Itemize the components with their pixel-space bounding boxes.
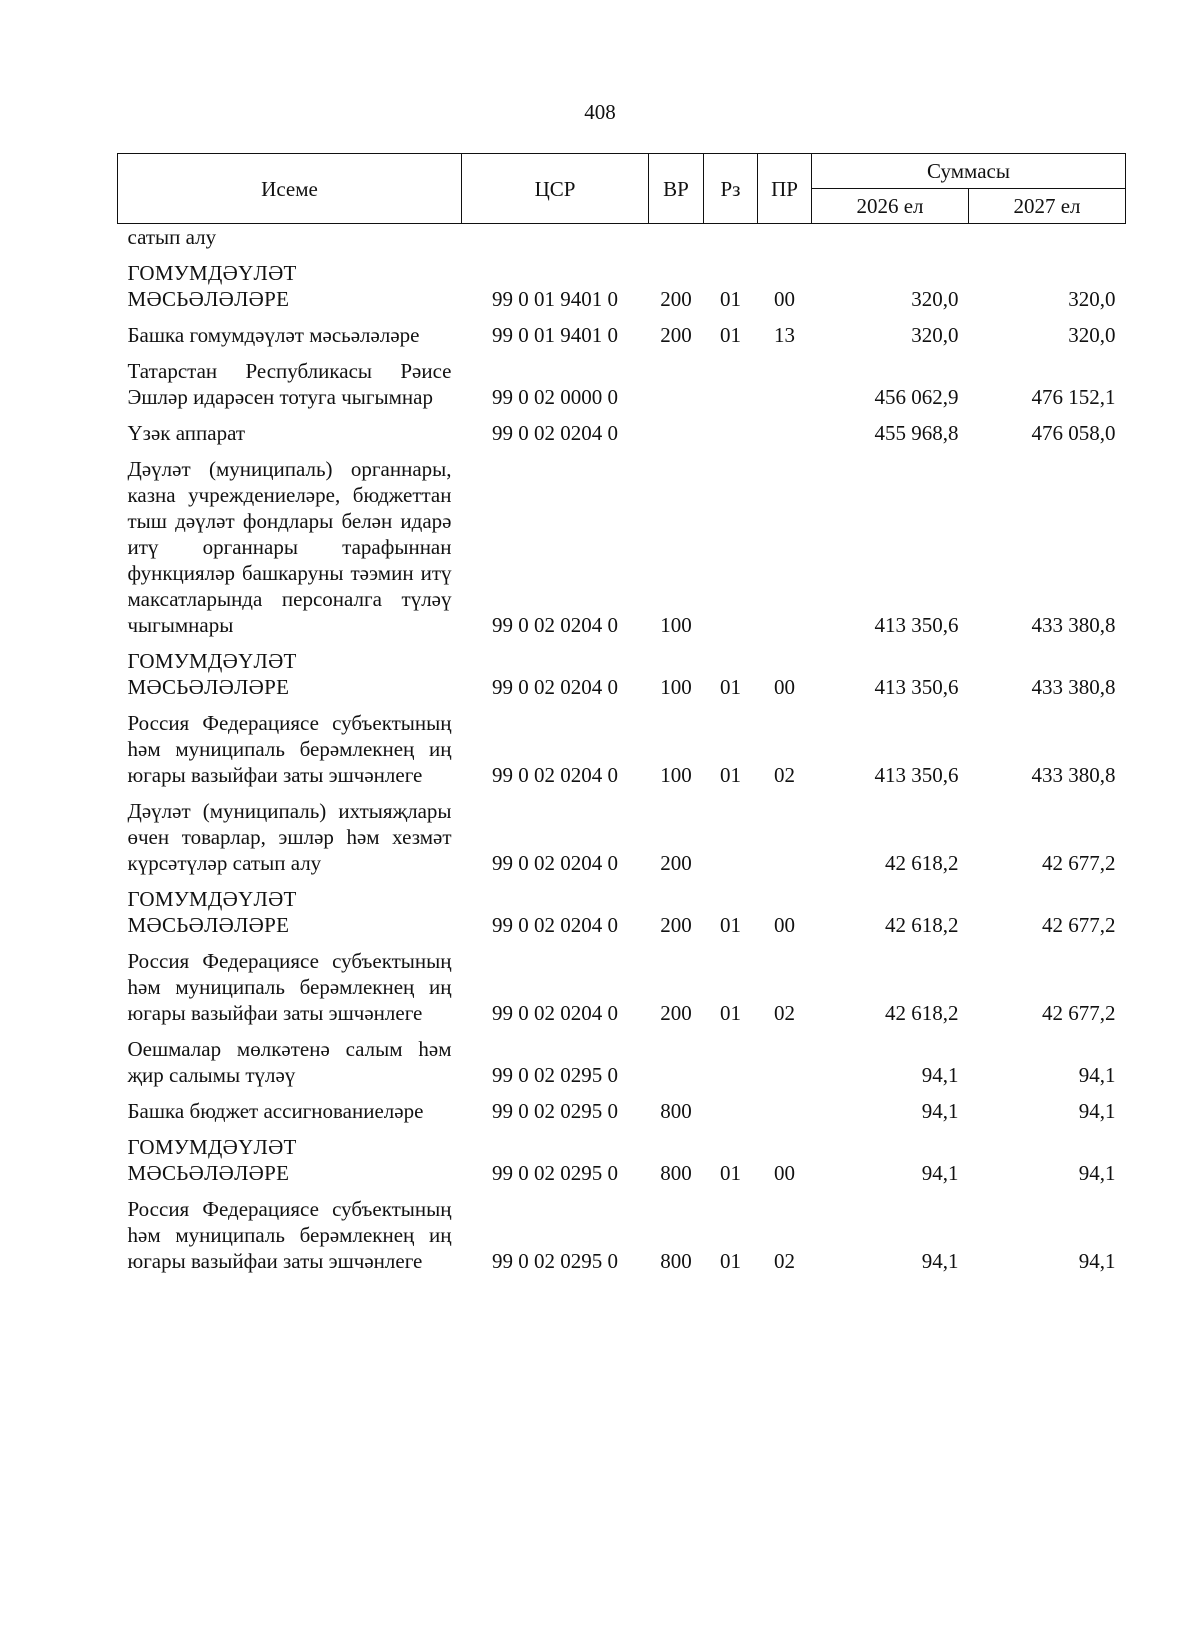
cell-rz: 01 bbox=[720, 675, 741, 699]
table-row bbox=[118, 1091, 1126, 1127]
cell-vr bbox=[649, 351, 704, 413]
cell-name: ГОМУМДӘҮЛӘТ МӘСЬӘЛӘЛӘРЕ bbox=[127, 261, 297, 311]
cell-vr: 800 bbox=[660, 1099, 692, 1123]
cell-csr: 99 0 02 0295 0 bbox=[492, 1249, 618, 1273]
cell-rz: 01 bbox=[720, 323, 741, 347]
cell-name: Дәүләт (муниципаль) ихтыяҗлары өчен товарлар, эшләр һәм хезмәт күрсәтүләр сатып алу bbox=[127, 799, 452, 875]
cell-y1: 94,1 bbox=[921, 1063, 959, 1087]
cell-vr: 200 bbox=[660, 851, 692, 875]
table-row bbox=[118, 253, 1126, 315]
header-pr: ПР bbox=[758, 154, 812, 224]
cell-rz: 01 bbox=[720, 1249, 741, 1273]
cell-rz bbox=[704, 351, 758, 413]
cell-name: Оешмалар мөлкәтенә салым һәм җир салымы түләү bbox=[127, 1037, 452, 1087]
table-row bbox=[118, 1189, 1126, 1277]
cell-csr: 99 0 02 0295 0 bbox=[492, 1063, 618, 1087]
cell-y2: 94,1 bbox=[1078, 1063, 1116, 1087]
cell-vr: 800 bbox=[660, 1161, 692, 1185]
cell-rz bbox=[704, 791, 758, 879]
table-row bbox=[118, 413, 1126, 449]
cell-pr: 02 bbox=[774, 1249, 795, 1273]
cell-csr: 99 0 01 9401 0 bbox=[492, 287, 618, 311]
cell-y2: 94,1 bbox=[1078, 1249, 1116, 1273]
cell-csr: 99 0 02 0204 0 bbox=[492, 1001, 618, 1025]
cell-pr: 02 bbox=[774, 1001, 795, 1025]
cell-csr: 99 0 02 0204 0 bbox=[492, 613, 618, 637]
cell-name: Үзәк аппарат bbox=[127, 421, 246, 445]
cell-y2 bbox=[969, 224, 1126, 254]
cell-y2: 42 677,2 bbox=[1042, 913, 1116, 937]
cell-csr: 99 0 02 0295 0 bbox=[492, 1161, 618, 1185]
cell-vr: 100 bbox=[660, 763, 692, 787]
cell-y2: 42 677,2 bbox=[1042, 1001, 1116, 1025]
cell-pr bbox=[758, 1029, 812, 1091]
table-row bbox=[118, 1029, 1126, 1091]
cell-y1: 42 618,2 bbox=[885, 1001, 959, 1025]
cell-pr: 02 bbox=[774, 763, 795, 787]
cell-rz bbox=[704, 413, 758, 449]
header-vr: ВР bbox=[649, 154, 704, 224]
cell-name: Башка бюджет ассигнованиеләре bbox=[127, 1099, 424, 1123]
cell-y2: 433 380,8 bbox=[1031, 613, 1116, 637]
cell-vr: 100 bbox=[660, 613, 692, 637]
table-header bbox=[118, 154, 1126, 224]
cell-name: Россия Федерациясе субъектының һәм муниципаль берәмлекнең иң югары вазыйфаи заты эшчәнлеге bbox=[127, 1197, 452, 1273]
cell-name: Татарстан Республикасы Рәисе Эшләр идарәсен тотуга чыгымнар bbox=[127, 359, 452, 409]
cell-y1 bbox=[812, 224, 969, 254]
cell-y2: 476 058,0 bbox=[1031, 421, 1116, 445]
cell-pr bbox=[758, 449, 812, 641]
cell-name: ГОМУМДӘҮЛӘТ МӘСЬӘЛӘЛӘРЕ bbox=[127, 887, 297, 937]
cell-csr: 99 0 01 9401 0 bbox=[492, 323, 618, 347]
header-year-2027: 2027 ел bbox=[969, 189, 1126, 224]
table-row bbox=[118, 449, 1126, 641]
cell-y2: 433 380,8 bbox=[1031, 675, 1116, 699]
header-year-2026: 2026 ел bbox=[812, 189, 969, 224]
cell-pr bbox=[758, 791, 812, 879]
cell-rz: 01 bbox=[720, 1161, 741, 1185]
cell-rz bbox=[704, 1091, 758, 1127]
table-row bbox=[118, 1127, 1126, 1189]
cell-pr: 00 bbox=[774, 1161, 795, 1185]
cell-csr: 99 0 02 0204 0 bbox=[492, 851, 618, 875]
cell-rz bbox=[704, 224, 758, 254]
cell-y1: 455 968,8 bbox=[874, 421, 959, 445]
cell-vr: 200 bbox=[660, 323, 692, 347]
header-rz: Рз bbox=[704, 154, 758, 224]
table-row bbox=[118, 941, 1126, 1029]
table-row bbox=[118, 791, 1126, 879]
cell-y1: 94,1 bbox=[921, 1249, 959, 1273]
table-row bbox=[118, 224, 1126, 254]
table-row bbox=[118, 351, 1126, 413]
cell-y1: 94,1 bbox=[921, 1161, 959, 1185]
cell-y1: 94,1 bbox=[921, 1099, 959, 1123]
cell-y1: 413 350,6 bbox=[874, 613, 959, 637]
cell-y2: 94,1 bbox=[1078, 1099, 1116, 1123]
cell-vr bbox=[649, 224, 704, 254]
cell-y1: 413 350,6 bbox=[874, 763, 959, 787]
cell-y2: 42 677,2 bbox=[1042, 851, 1116, 875]
header-sums: Суммасы bbox=[812, 154, 1126, 189]
table-body bbox=[118, 224, 1126, 1278]
cell-rz: 01 bbox=[720, 287, 741, 311]
cell-pr bbox=[758, 413, 812, 449]
cell-pr bbox=[758, 351, 812, 413]
cell-y2: 94,1 bbox=[1078, 1161, 1116, 1185]
table-row bbox=[118, 703, 1126, 791]
cell-pr: 00 bbox=[774, 675, 795, 699]
cell-pr bbox=[758, 224, 812, 254]
cell-rz: 01 bbox=[720, 763, 741, 787]
cell-y1: 320,0 bbox=[911, 323, 959, 347]
cell-rz: 01 bbox=[720, 1001, 741, 1025]
cell-y2: 320,0 bbox=[1068, 323, 1116, 347]
cell-csr: 99 0 02 0204 0 bbox=[492, 913, 618, 937]
cell-csr: 99 0 02 0000 0 bbox=[492, 385, 618, 409]
cell-rz: 01 bbox=[720, 913, 741, 937]
cell-name: Башка гомумдәүләт мәсьәләләре bbox=[127, 323, 420, 347]
cell-pr bbox=[758, 1091, 812, 1127]
page-number: 408 bbox=[584, 100, 616, 124]
cell-y2: 433 380,8 bbox=[1031, 763, 1116, 787]
table-row bbox=[118, 315, 1126, 351]
cell-name: Россия Федерациясе субъектының һәм муниципаль берәмлекнең иң югары вазыйфаи заты эшчәнлеге bbox=[127, 949, 452, 1025]
table-row bbox=[118, 641, 1126, 703]
cell-y1: 42 618,2 bbox=[885, 851, 959, 875]
cell-vr: 200 bbox=[660, 913, 692, 937]
cell-vr: 200 bbox=[660, 1001, 692, 1025]
table-row bbox=[118, 879, 1126, 941]
cell-y1: 320,0 bbox=[911, 287, 959, 311]
cell-name: сатып алу bbox=[127, 225, 217, 249]
cell-name: Россия Федерациясе субъектының һәм муниципаль берәмлекнең иң югары вазыйфаи заты эшчәнлеге bbox=[127, 711, 452, 787]
cell-vr: 100 bbox=[660, 675, 692, 699]
cell-pr: 00 bbox=[774, 913, 795, 937]
cell-y2: 476 152,1 bbox=[1031, 385, 1116, 409]
cell-rz bbox=[704, 449, 758, 641]
cell-csr: 99 0 02 0204 0 bbox=[492, 675, 618, 699]
cell-name: Дәүләт (муниципаль) органнары, казна учреждениеләре, бюджеттан тыш дәүләт фондлары белән идарә итү органнары тарафыннан функцияләр башкаруны тәэмин итү максатларында персоналга түләү чыгымнары bbox=[127, 457, 452, 637]
cell-csr: 99 0 02 0295 0 bbox=[492, 1099, 618, 1123]
cell-vr bbox=[649, 1029, 704, 1091]
budget-table bbox=[117, 153, 1126, 1277]
header-csr: ЦСР bbox=[462, 154, 649, 224]
cell-y1: 456 062,9 bbox=[874, 385, 959, 409]
cell-y1: 413 350,6 bbox=[874, 675, 959, 699]
cell-csr bbox=[462, 224, 649, 254]
cell-vr: 200 bbox=[660, 287, 692, 311]
cell-rz bbox=[704, 1029, 758, 1091]
cell-name: ГОМУМДӘҮЛӘТ МӘСЬӘЛӘЛӘРЕ bbox=[127, 649, 297, 699]
cell-name: ГОМУМДӘҮЛӘТ МӘСЬӘЛӘЛӘРЕ bbox=[127, 1135, 297, 1185]
cell-y2: 320,0 bbox=[1068, 287, 1116, 311]
cell-pr: 13 bbox=[774, 323, 795, 347]
cell-csr: 99 0 02 0204 0 bbox=[492, 763, 618, 787]
header-name: Исеме bbox=[118, 154, 462, 224]
cell-vr: 800 bbox=[660, 1249, 692, 1273]
cell-csr: 99 0 02 0204 0 bbox=[492, 421, 618, 445]
cell-pr: 00 bbox=[774, 287, 795, 311]
cell-vr bbox=[649, 413, 704, 449]
cell-y1: 42 618,2 bbox=[885, 913, 959, 937]
